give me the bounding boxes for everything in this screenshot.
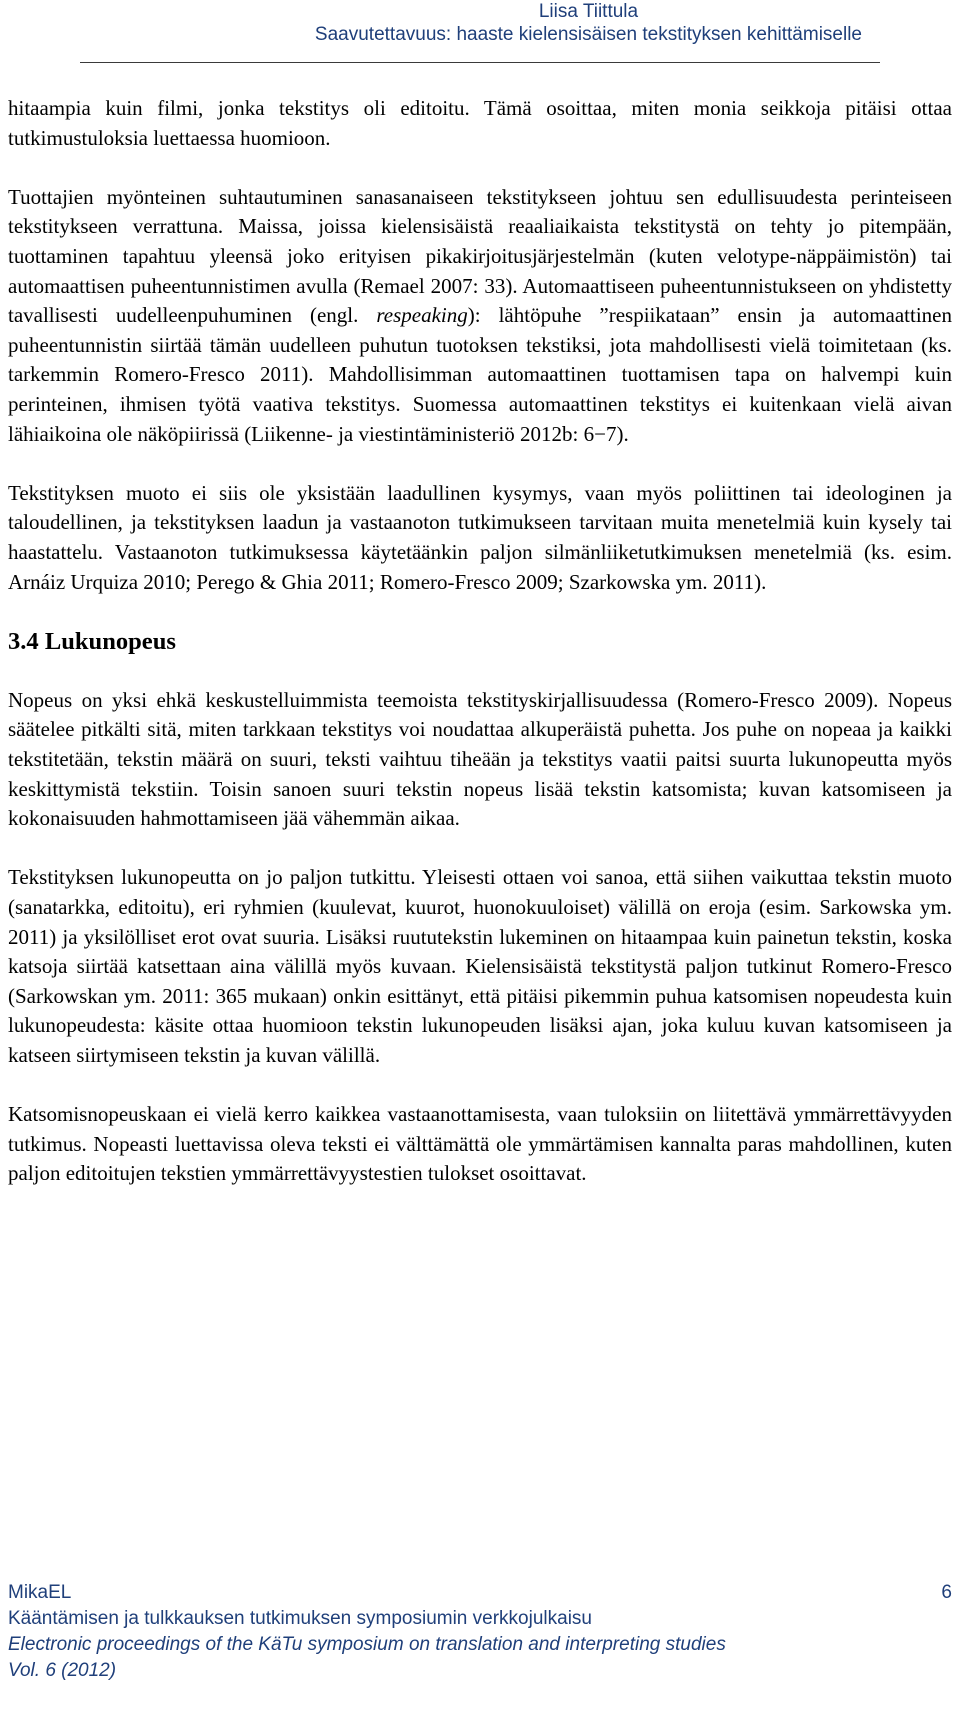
paragraph-gap [8, 153, 952, 183]
paragraph-3: Tekstityksen muoto ei siis ole yksistään laadullinen kysymys, vaan myös poliittinen tai ideologinen ja taloudellinen, ja tekstityksen laadun ja vastaanoton tutkimukseen tarvitaan muita menetelmiä kuin kysely tai haastattelu. Vastaanoton tutkimuksessa käytetäänkin paljon silmänliiketutkimuksen menetelmiä (ks. esim. Arnáiz Urquiza 2010; Perego & Ghia 2011; Romero-Fresco 2009; Szarkowska ym. 2011). [8, 480, 952, 594]
page-footer [8, 1580, 952, 1684]
header-author: Liisa Tiittula [538, 1, 639, 22]
paragraph-4: Nopeus on yksi ehkä keskustelluimmista teemoista tekstityskirjallisuudessa (Romero-Fresco 2009). Nopeus säätelee pitkälti sitä, miten tarkkaan tekstitys voi noudattaa alkuperäistä puhetta. Jos puhe on nopeaa ja kaikki tekstitetään, tekstin määrä on suuri, teksti vaihtuu tiheään ja tekstitys vaatii paitsi suurta lukunopeutta myös keskittymistä tekstiin. Toisin sanoen suuri tekstin nopeus lisää tekstin katsomista; kuvan katsomiseen ja kokonaisuuden hahmottamiseen jää vähemmän aikaa. [8, 687, 952, 831]
section-heading: 3.4 Lukunopeus [8, 627, 176, 655]
paragraph-2-text-b: ): lähtöpuhe ”respiikataan” ensin ja automaattinen puheentunnistin siirtää tämän uudelleen puhutun tuotoksen tekstiksi, jota mahdollisesti vielä toimitetaan (ks. tarkemmin Romero-Fresco 2011). Mahdollisimman automaattinen tuottamisen tapa on halvempi kuin perinteinen, ihmisen työtä vaativa tekstitys. Suomessa automaattinen tekstitys ei kuitenkaan vielä aivan lähiaikoina ole näköpiirissä (Liikenne- ja viestintäministeriö 2012b: 6−7). [8, 303, 952, 446]
paragraph-gap [8, 834, 952, 864]
paragraph-gap [8, 1071, 952, 1101]
footer-subtitle: Kääntämisen ja tulkkauksen tutkimuksen symposiumin verkkojulkaisu [8, 1608, 592, 1629]
header-divider [80, 62, 880, 63]
running-header [315, 0, 862, 46]
footer-english-title: Electronic proceedings of the KäTu symposium on translation and interpreting studies [8, 1634, 726, 1655]
paragraph-5: Tekstityksen lukunopeutta on jo paljon tutkittu. Yleisesti ottaen voi sanoa, että siihen vaikuttaa tekstin muoto (sanatarkka, editoitu), eri ryhmien (kuulevat, kuurot, huonokuuloiset) välillä on eroja (esim. Sarkowska ym. 2011) ja yksilölliset erot ovat suuria. Lisäksi ruututekstin lukeminen on hitaampaa kuin painetun tekstin, koska katsoja siirtää katsettaan aina välillä myös kuvaan. Kielensisäistä tekstitystä paljon tutkinut Romero-Fresco (Sarkowskan ym. 2011: 365 mukaan) onkin esittänyt, että pitäisi pikemmin puhua katsomisen nopeudesta kuin lukunopeudesta: käsite ottaa huomioon tekstin lukunopeuden lisäksi ajan, joka kuluu kuvan katsomiseen ja katseen siirtymiseen tekstin ja kuvan välillä. [8, 865, 952, 1067]
paragraph-gap [8, 597, 952, 627]
article-body [8, 94, 952, 1189]
footer-row-journal [8, 1580, 952, 1606]
paragraph-gap [8, 449, 952, 479]
paragraph-2 [8, 183, 952, 449]
footer-volume: Vol. 6 (2012) [8, 1660, 117, 1681]
footer-journal: MikaEL [8, 1582, 72, 1603]
paragraph-6: Katsomisnopeuskaan ei vielä kerro kaikkea vastaanottamisesta, vaan tuloksiin on liitettävä ymmärrettävyyden tutkimus. Nopeasti luettavissa oleva teksti ei välttämättä ole ymmärtämisen kannalta paras mahdollinen, kuten paljon editoitujen tekstien ymmärrettävyystestien tulokset osoittavat. [8, 1102, 952, 1186]
paragraph-2-text-a: Tuottajien myönteinen suhtautuminen sanasanaiseen tekstitykseen johtuu sen edullisuudesta perinteiseen tekstitykseen verrattuna. Maissa, joissa kielensisäistä reaaliaikaista tekstitystä on tehty jo pitempään, tuottaminen tapahtuu yleensä joko erityisen pikakirjoitusjärjestelmän (kuten velotype-näppäimistön) tai automaattisen puheentunnistimen avulla (Remael 2007: 33). Automaattiseen puheentunnistukseen on yhdistetty tavallisesti uudelleenpuhuminen (engl. [8, 184, 952, 328]
paragraph-2-term: respeaking [376, 303, 468, 328]
paragraph-1: hitaampia kuin filmi, jonka tekstitys oli editoitu. Tämä osoittaa, miten monia seikkoja pitäisi ottaa tutkimustuloksia luettaessa huomioon. [8, 96, 952, 150]
page-number: 6 [941, 1582, 952, 1603]
header-title: Saavutettavuus: haaste kielensisäisen tekstityksen kehittämiselle [314, 24, 862, 45]
